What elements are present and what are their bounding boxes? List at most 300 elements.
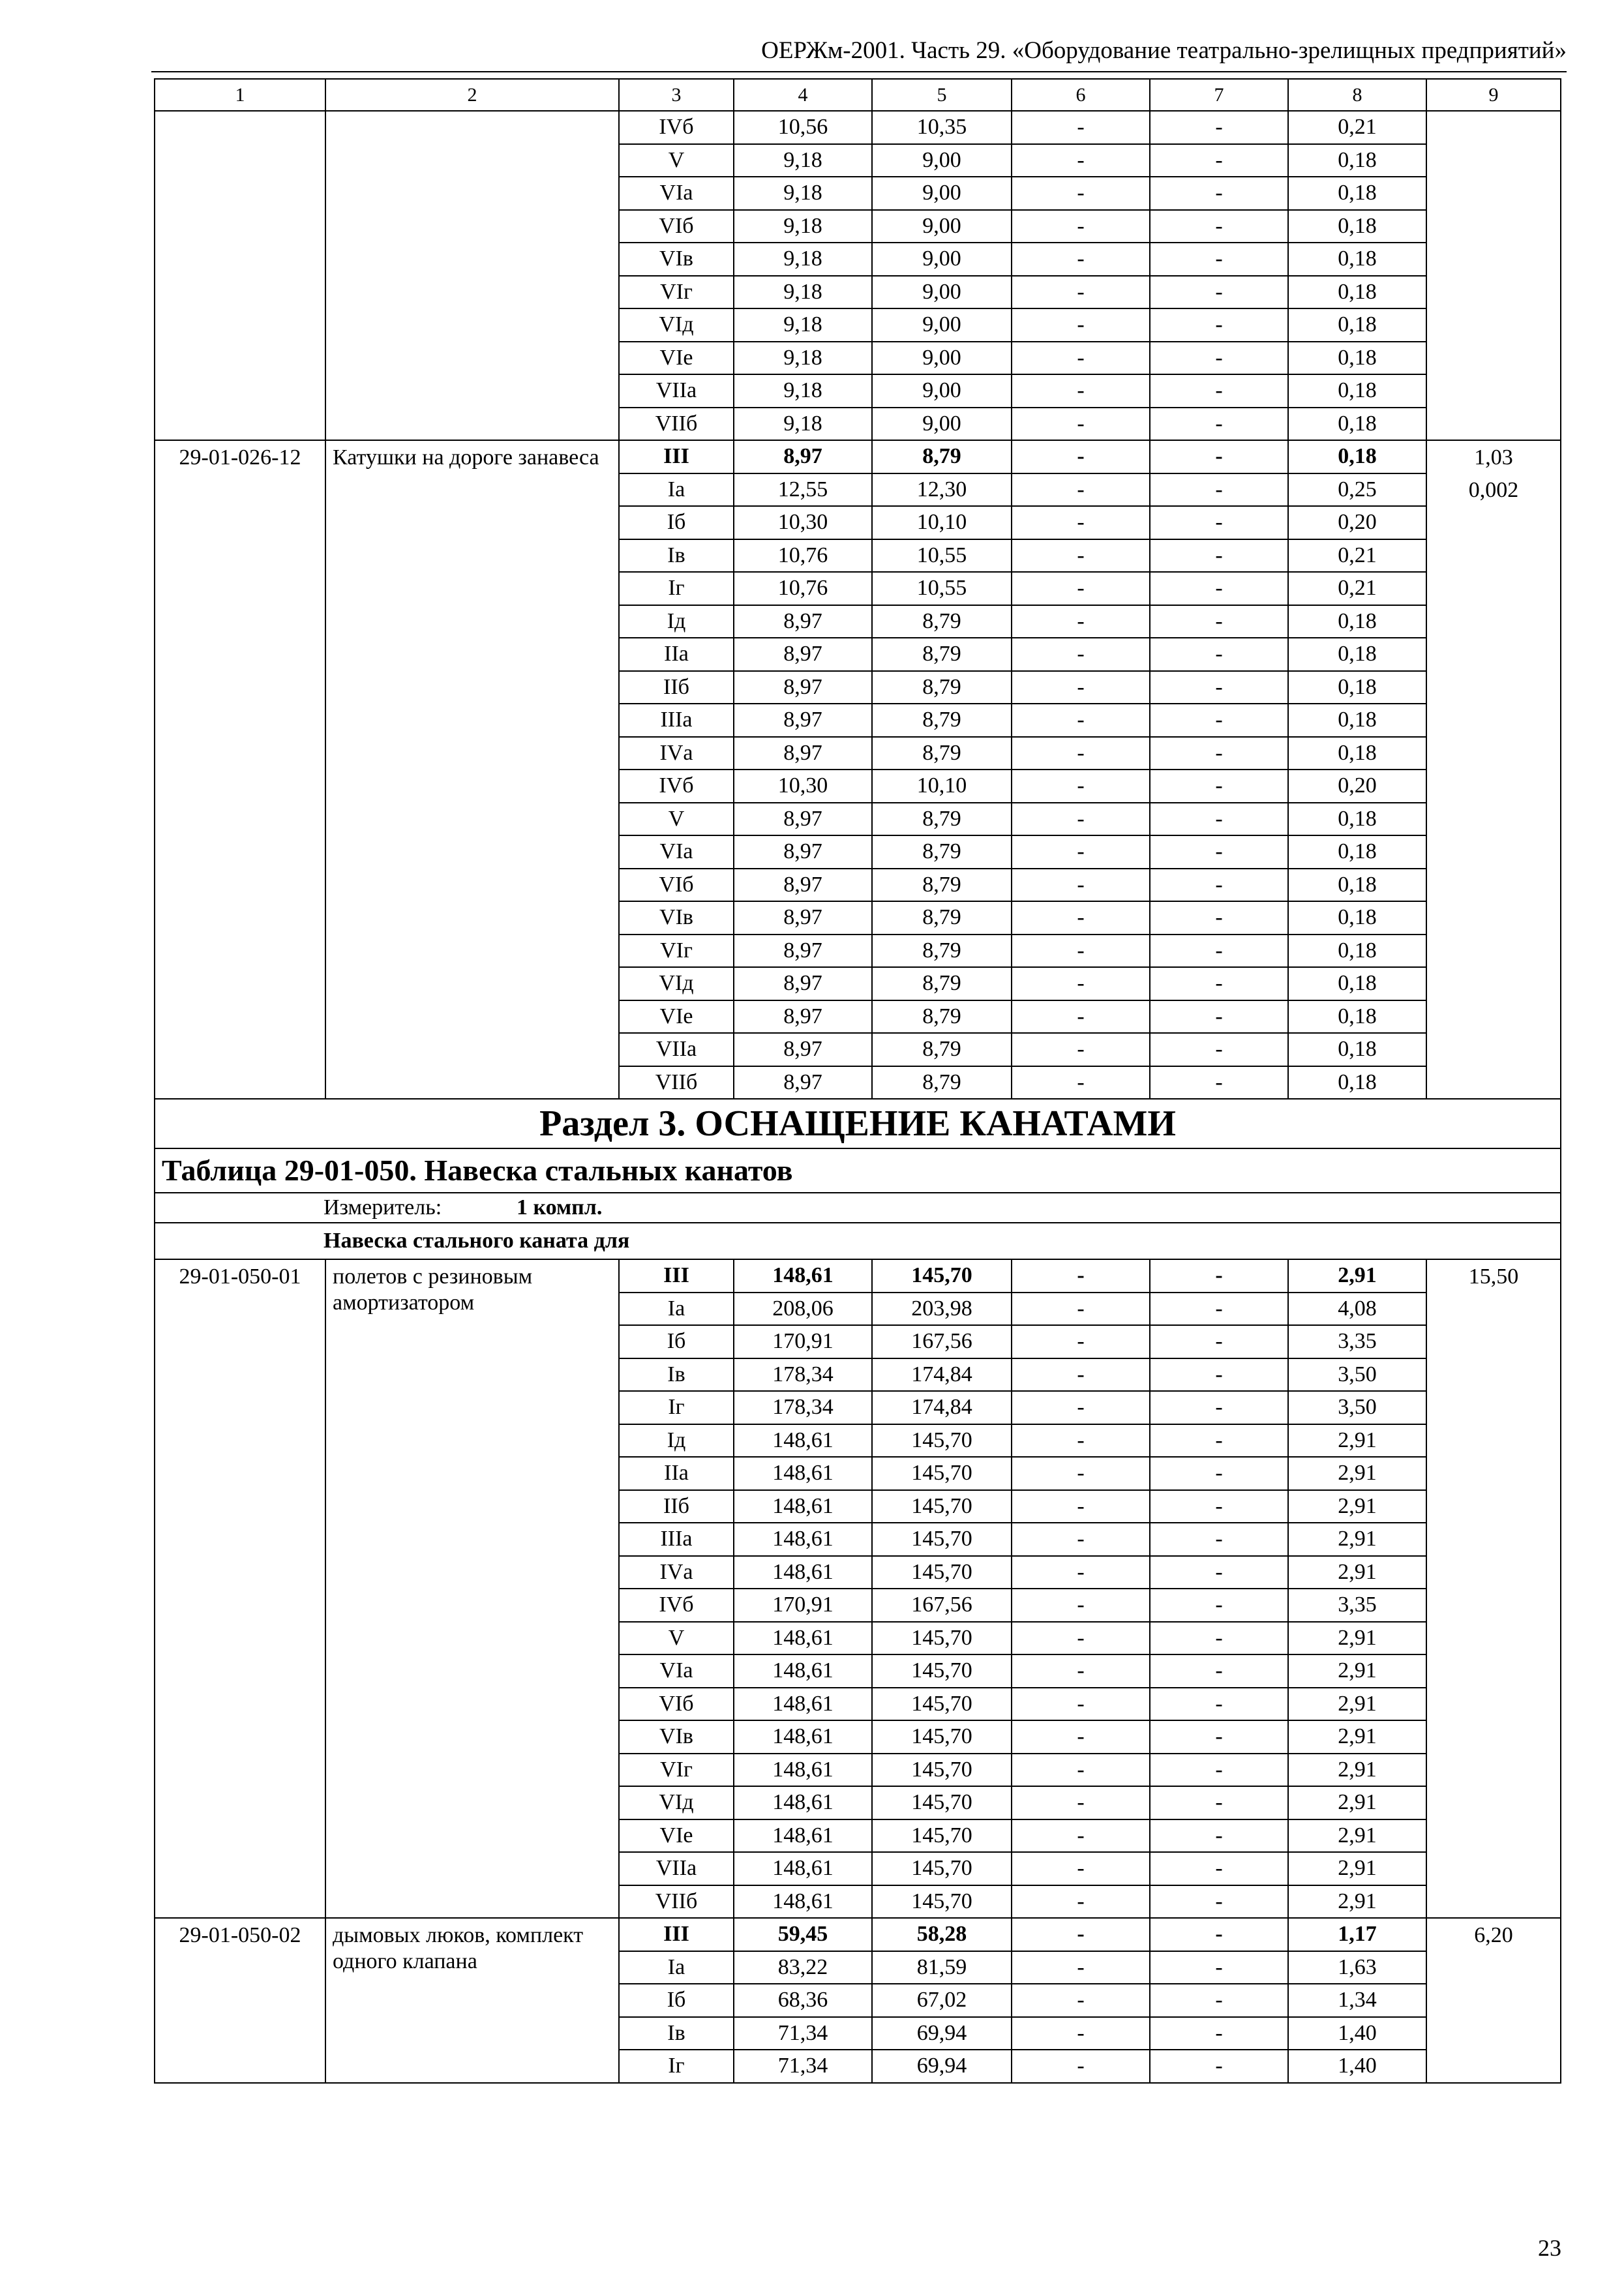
cell-col4: 8,97 bbox=[734, 967, 872, 1000]
cell-col7: - bbox=[1150, 1786, 1288, 1819]
cell-col7: - bbox=[1150, 1622, 1288, 1655]
header-rule bbox=[151, 71, 1567, 72]
measure-value: 1 компл. bbox=[517, 1195, 603, 1219]
cell-col9 bbox=[1426, 1293, 1561, 1326]
cell-col5: 10,10 bbox=[872, 770, 1012, 803]
cell-col9 bbox=[1426, 967, 1561, 1000]
cell-col9 bbox=[1426, 210, 1561, 243]
cell-col3: VIб bbox=[619, 210, 734, 243]
cell-col9 bbox=[1426, 1556, 1561, 1589]
cell-col7: - bbox=[1150, 1391, 1288, 1424]
cell-col4: 8,97 bbox=[734, 704, 872, 737]
rates-table bbox=[154, 78, 1561, 2084]
cell-col9 bbox=[1426, 2017, 1561, 2050]
cell-col4: 8,97 bbox=[734, 901, 872, 935]
cell-col3: III bbox=[619, 1918, 734, 1951]
page-header: ОЕРЖм-2001. Часть 29. «Оборудование театрально-зрелищных предприятий» bbox=[761, 37, 1567, 64]
cell-col6: - bbox=[1012, 869, 1150, 902]
cell-col4: 148,61 bbox=[734, 1523, 872, 1556]
cell-col3: Iв bbox=[619, 2017, 734, 2050]
cell-col9 bbox=[1426, 1000, 1561, 1034]
cell-col8: 0,21 bbox=[1288, 572, 1426, 605]
cell-col8: 0,18 bbox=[1288, 1000, 1426, 1034]
cell-col9 bbox=[1426, 1325, 1561, 1358]
cell-col8: 0,25 bbox=[1288, 473, 1426, 507]
cell-col3: VIIа bbox=[619, 1852, 734, 1885]
cell-col6: - bbox=[1012, 440, 1150, 473]
cell-col9 bbox=[1426, 1424, 1561, 1458]
cell-col4: 170,91 bbox=[734, 1589, 872, 1622]
cell-col6: - bbox=[1012, 1033, 1150, 1066]
cell-col6: - bbox=[1012, 1293, 1150, 1326]
cell-col5: 145,70 bbox=[872, 1786, 1012, 1819]
cell-col9: 15,50 bbox=[1426, 1259, 1561, 1293]
cell-col7: - bbox=[1150, 506, 1288, 539]
column-number: 1 bbox=[155, 79, 325, 111]
cell-col8: 0,18 bbox=[1288, 869, 1426, 902]
cell-col5: 145,70 bbox=[872, 1852, 1012, 1885]
cell-col5: 174,84 bbox=[872, 1391, 1012, 1424]
cell-col4: 9,18 bbox=[734, 374, 872, 408]
cell-col3: VIв bbox=[619, 901, 734, 935]
measure-row bbox=[155, 1193, 1561, 1223]
cell-col6: - bbox=[1012, 803, 1150, 836]
cell-col8: 0,20 bbox=[1288, 506, 1426, 539]
cell-col6: - bbox=[1012, 539, 1150, 573]
cell-col4: 148,61 bbox=[734, 1622, 872, 1655]
cell-col7: - bbox=[1150, 374, 1288, 408]
cell-col3: VIб bbox=[619, 1688, 734, 1721]
cell-col3: VIе bbox=[619, 1819, 734, 1853]
cell-col7: - bbox=[1150, 935, 1288, 968]
cell-col3: VIа bbox=[619, 177, 734, 210]
cell-col7: - bbox=[1150, 1424, 1288, 1458]
cell-col5: 9,00 bbox=[872, 210, 1012, 243]
cell-col4: 9,18 bbox=[734, 276, 872, 309]
cell-col6: - bbox=[1012, 111, 1150, 144]
cell-col3: III bbox=[619, 440, 734, 473]
cell-col3: Iд bbox=[619, 1424, 734, 1458]
cell-col3: IIб bbox=[619, 1490, 734, 1523]
cell-col4: 71,34 bbox=[734, 2017, 872, 2050]
cell-col7: - bbox=[1150, 1033, 1288, 1066]
cell-col4: 8,97 bbox=[734, 1033, 872, 1066]
cell-col4: 8,97 bbox=[734, 1000, 872, 1034]
cell-col9 bbox=[1426, 1720, 1561, 1754]
cell-col5: 174,84 bbox=[872, 1358, 1012, 1392]
cell-col3: IVб bbox=[619, 770, 734, 803]
cell-col4: 8,97 bbox=[734, 605, 872, 638]
cell-col8: 1,34 bbox=[1288, 1984, 1426, 2017]
cell-col8: 0,18 bbox=[1288, 374, 1426, 408]
cell-col9 bbox=[1426, 1951, 1561, 1984]
cell-col3: Iб bbox=[619, 1984, 734, 2017]
cell-col8: 0,18 bbox=[1288, 144, 1426, 177]
rate-code bbox=[155, 111, 325, 440]
cell-col5: 8,79 bbox=[872, 935, 1012, 968]
cell-col6: - bbox=[1012, 243, 1150, 276]
cell-col6: - bbox=[1012, 1358, 1150, 1392]
column-number: 8 bbox=[1288, 79, 1426, 111]
cell-col5: 145,70 bbox=[872, 1424, 1012, 1458]
cell-col9 bbox=[1426, 1457, 1561, 1490]
cell-col8: 0,18 bbox=[1288, 1066, 1426, 1100]
cell-col3: Iг bbox=[619, 2050, 734, 2083]
cell-col3: IIа bbox=[619, 1457, 734, 1490]
cell-col8: 0,18 bbox=[1288, 342, 1426, 375]
cell-col7: - bbox=[1150, 1490, 1288, 1523]
cell-col7: - bbox=[1150, 1720, 1288, 1754]
cell-col3: VIг bbox=[619, 1754, 734, 1787]
cell-col9 bbox=[1426, 506, 1561, 539]
cell-col4: 8,97 bbox=[734, 638, 872, 671]
cell-col5: 8,79 bbox=[872, 835, 1012, 869]
cell-col7: - bbox=[1150, 572, 1288, 605]
cell-col7: - bbox=[1150, 308, 1288, 342]
measure-label: Измеритель: bbox=[323, 1195, 442, 1219]
cell-col3: VIа bbox=[619, 835, 734, 869]
cell-col5: 10,35 bbox=[872, 111, 1012, 144]
cell-col5: 8,79 bbox=[872, 704, 1012, 737]
cell-col8: 2,91 bbox=[1288, 1720, 1426, 1754]
cell-col7: - bbox=[1150, 1754, 1288, 1787]
cell-col4: 10,76 bbox=[734, 572, 872, 605]
cell-col4: 148,61 bbox=[734, 1819, 872, 1853]
cell-col3: VIIб bbox=[619, 408, 734, 441]
cell-col5: 8,79 bbox=[872, 638, 1012, 671]
cell-col5: 8,79 bbox=[872, 605, 1012, 638]
cell-col3: VIб bbox=[619, 869, 734, 902]
cell-col3: IIа bbox=[619, 638, 734, 671]
cell-col5: 9,00 bbox=[872, 144, 1012, 177]
cell-col9 bbox=[1426, 869, 1561, 902]
cell-col9 bbox=[1426, 408, 1561, 441]
rate-code: 29-01-050-02 bbox=[155, 1918, 325, 2083]
column-number: 6 bbox=[1012, 79, 1150, 111]
cell-col9 bbox=[1426, 276, 1561, 309]
cell-col3: VIа bbox=[619, 1654, 734, 1688]
cell-col9 bbox=[1426, 1066, 1561, 1100]
measure-cell bbox=[155, 1193, 1561, 1223]
cell-col4: 178,34 bbox=[734, 1391, 872, 1424]
cell-col4: 10,30 bbox=[734, 770, 872, 803]
cell-col5: 8,79 bbox=[872, 869, 1012, 902]
cell-col4: 148,61 bbox=[734, 1754, 872, 1787]
cell-col9 bbox=[1426, 1358, 1561, 1392]
cell-col7: - bbox=[1150, 473, 1288, 507]
cell-col5: 81,59 bbox=[872, 1951, 1012, 1984]
cell-col3: III bbox=[619, 1259, 734, 1293]
column-number: 3 bbox=[619, 79, 734, 111]
cell-col5: 67,02 bbox=[872, 1984, 1012, 2017]
cell-col8: 3,35 bbox=[1288, 1589, 1426, 1622]
cell-col6: - bbox=[1012, 572, 1150, 605]
cell-col7: - bbox=[1150, 210, 1288, 243]
cell-col7: - bbox=[1150, 1951, 1288, 1984]
cell-col5: 8,79 bbox=[872, 1066, 1012, 1100]
cell-col3: IVа bbox=[619, 1556, 734, 1589]
cell-col3: VIв bbox=[619, 243, 734, 276]
cell-col4: 9,18 bbox=[734, 210, 872, 243]
cell-col7: - bbox=[1150, 1918, 1288, 1951]
cell-col4: 148,61 bbox=[734, 1688, 872, 1721]
cell-col5: 9,00 bbox=[872, 408, 1012, 441]
cell-col3: IVб bbox=[619, 1589, 734, 1622]
cell-col8: 0,18 bbox=[1288, 704, 1426, 737]
cell-col4: 148,61 bbox=[734, 1556, 872, 1589]
cell-col8: 0,18 bbox=[1288, 440, 1426, 473]
subheading-cell bbox=[155, 1223, 1561, 1259]
cell-col8: 2,91 bbox=[1288, 1688, 1426, 1721]
cell-col6: - bbox=[1012, 1424, 1150, 1458]
work-description: Катушки на дороге занавеса bbox=[325, 440, 619, 1099]
cell-col9 bbox=[1426, 803, 1561, 836]
cell-col6: - bbox=[1012, 1622, 1150, 1655]
cell-col6: - bbox=[1012, 901, 1150, 935]
table-row bbox=[155, 440, 1561, 473]
cell-col3: V bbox=[619, 144, 734, 177]
cell-col3: V bbox=[619, 1622, 734, 1655]
cell-col7: - bbox=[1150, 1556, 1288, 1589]
cell-col7: - bbox=[1150, 144, 1288, 177]
cell-col7: - bbox=[1150, 1589, 1288, 1622]
cell-col6: - bbox=[1012, 671, 1150, 704]
cell-col6: - bbox=[1012, 1490, 1150, 1523]
cell-col8: 3,35 bbox=[1288, 1325, 1426, 1358]
cell-col4: 59,45 bbox=[734, 1918, 872, 1951]
cell-col4: 8,97 bbox=[734, 737, 872, 770]
table-row bbox=[155, 1259, 1561, 1293]
cell-col6: - bbox=[1012, 276, 1150, 309]
cell-col5: 145,70 bbox=[872, 1523, 1012, 1556]
work-description bbox=[325, 111, 619, 440]
cell-col9 bbox=[1426, 770, 1561, 803]
cell-col9 bbox=[1426, 1622, 1561, 1655]
subheading-row bbox=[155, 1223, 1561, 1259]
cell-col4: 208,06 bbox=[734, 1293, 872, 1326]
cell-col4: 8,97 bbox=[734, 835, 872, 869]
cell-col8: 2,91 bbox=[1288, 1885, 1426, 1919]
cell-col5: 69,94 bbox=[872, 2017, 1012, 2050]
cell-col8: 2,91 bbox=[1288, 1622, 1426, 1655]
cell-col9 bbox=[1426, 572, 1561, 605]
cell-col8: 0,18 bbox=[1288, 243, 1426, 276]
cell-col7: - bbox=[1150, 1984, 1288, 2017]
cell-col3: Iв bbox=[619, 539, 734, 573]
section-title: Раздел 3. ОСНАЩЕНИЕ КАНАТАМИ bbox=[155, 1099, 1561, 1148]
cell-col6: - bbox=[1012, 1589, 1150, 1622]
cell-col4: 148,61 bbox=[734, 1457, 872, 1490]
cell-col3: VIг bbox=[619, 276, 734, 309]
cell-col9: 0,002 bbox=[1426, 473, 1561, 507]
cell-col3: Iв bbox=[619, 1358, 734, 1392]
cell-col4: 8,97 bbox=[734, 440, 872, 473]
cell-col8: 0,18 bbox=[1288, 1033, 1426, 1066]
cell-col8: 2,91 bbox=[1288, 1490, 1426, 1523]
cell-col6: - bbox=[1012, 342, 1150, 375]
cell-col8: 2,91 bbox=[1288, 1523, 1426, 1556]
cell-col3: Iа bbox=[619, 1293, 734, 1326]
cell-col7: - bbox=[1150, 704, 1288, 737]
cell-col4: 12,55 bbox=[734, 473, 872, 507]
cell-col7: - bbox=[1150, 1457, 1288, 1490]
cell-col3: Iг bbox=[619, 1391, 734, 1424]
cell-col5: 145,70 bbox=[872, 1622, 1012, 1655]
cell-col5: 145,70 bbox=[872, 1259, 1012, 1293]
cell-col6: - bbox=[1012, 1259, 1150, 1293]
cell-col5: 69,94 bbox=[872, 2050, 1012, 2083]
cell-col3: VIд bbox=[619, 308, 734, 342]
cell-col6: - bbox=[1012, 473, 1150, 507]
cell-col9 bbox=[1426, 935, 1561, 968]
cell-col5: 145,70 bbox=[872, 1654, 1012, 1688]
cell-col3: VIг bbox=[619, 935, 734, 968]
cell-col8: 0,18 bbox=[1288, 177, 1426, 210]
cell-col6: - bbox=[1012, 144, 1150, 177]
table-title: Таблица 29-01-050. Навеска стальных канатов bbox=[155, 1148, 1561, 1193]
section-row bbox=[155, 1099, 1561, 1148]
cell-col8: 2,91 bbox=[1288, 1786, 1426, 1819]
cell-col4: 148,61 bbox=[734, 1720, 872, 1754]
cell-col4: 8,97 bbox=[734, 803, 872, 836]
cell-col7: - bbox=[1150, 1000, 1288, 1034]
cell-col5: 145,70 bbox=[872, 1490, 1012, 1523]
cell-col3: Iб bbox=[619, 506, 734, 539]
cell-col6: - bbox=[1012, 1852, 1150, 1885]
cell-col8: 2,91 bbox=[1288, 1259, 1426, 1293]
cell-col9 bbox=[1426, 605, 1561, 638]
cell-col7: - bbox=[1150, 1259, 1288, 1293]
cell-col8: 3,50 bbox=[1288, 1391, 1426, 1424]
cell-col6: - bbox=[1012, 704, 1150, 737]
cell-col5: 10,55 bbox=[872, 572, 1012, 605]
table-row bbox=[155, 1918, 1561, 1951]
cell-col8: 0,18 bbox=[1288, 935, 1426, 968]
cell-col6: - bbox=[1012, 1918, 1150, 1951]
cell-col4: 148,61 bbox=[734, 1490, 872, 1523]
cell-col6: - bbox=[1012, 1391, 1150, 1424]
cell-col6: - bbox=[1012, 967, 1150, 1000]
cell-col6: - bbox=[1012, 1556, 1150, 1589]
work-description: дымовых люков, комплект одного клапана bbox=[325, 1918, 619, 2083]
cell-col5: 145,70 bbox=[872, 1556, 1012, 1589]
cell-col8: 2,91 bbox=[1288, 1424, 1426, 1458]
cell-col6: - bbox=[1012, 1066, 1150, 1100]
cell-col8: 0,21 bbox=[1288, 111, 1426, 144]
cell-col7: - bbox=[1150, 539, 1288, 573]
cell-col4: 9,18 bbox=[734, 177, 872, 210]
cell-col3: IIб bbox=[619, 671, 734, 704]
cell-col4: 170,91 bbox=[734, 1325, 872, 1358]
column-number: 2 bbox=[325, 79, 619, 111]
cell-col5: 9,00 bbox=[872, 276, 1012, 309]
cell-col5: 145,70 bbox=[872, 1457, 1012, 1490]
cell-col9: 6,20 bbox=[1426, 1918, 1561, 1951]
cell-col7: - bbox=[1150, 1358, 1288, 1392]
cell-col7: - bbox=[1150, 1885, 1288, 1919]
cell-col9 bbox=[1426, 2050, 1561, 2083]
cell-col9 bbox=[1426, 1984, 1561, 2017]
cell-col4: 9,18 bbox=[734, 408, 872, 441]
cell-col6: - bbox=[1012, 2017, 1150, 2050]
cell-col8: 0,18 bbox=[1288, 901, 1426, 935]
cell-col5: 10,10 bbox=[872, 506, 1012, 539]
cell-col7: - bbox=[1150, 1819, 1288, 1853]
cell-col5: 8,79 bbox=[872, 737, 1012, 770]
cell-col4: 9,18 bbox=[734, 308, 872, 342]
cell-col6: - bbox=[1012, 1688, 1150, 1721]
cell-col5: 8,79 bbox=[872, 1033, 1012, 1066]
table-title-row bbox=[155, 1148, 1561, 1193]
cell-col8: 1,17 bbox=[1288, 1918, 1426, 1951]
cell-col8: 0,18 bbox=[1288, 967, 1426, 1000]
cell-col9 bbox=[1426, 177, 1561, 210]
cell-col7: - bbox=[1150, 638, 1288, 671]
cell-col9: 1,03 bbox=[1426, 440, 1561, 473]
cell-col4: 8,97 bbox=[734, 935, 872, 968]
cell-col5: 145,70 bbox=[872, 1720, 1012, 1754]
cell-col3: Iд bbox=[619, 605, 734, 638]
cell-col7: - bbox=[1150, 605, 1288, 638]
cell-col8: 4,08 bbox=[1288, 1293, 1426, 1326]
cell-col4: 148,61 bbox=[734, 1852, 872, 1885]
cell-col7: - bbox=[1150, 342, 1288, 375]
cell-col9 bbox=[1426, 737, 1561, 770]
cell-col6: - bbox=[1012, 1754, 1150, 1787]
table-row bbox=[155, 111, 1561, 144]
cell-col8: 0,18 bbox=[1288, 308, 1426, 342]
cell-col4: 8,97 bbox=[734, 671, 872, 704]
cell-col8: 0,18 bbox=[1288, 803, 1426, 836]
cell-col6: - bbox=[1012, 1457, 1150, 1490]
cell-col7: - bbox=[1150, 1325, 1288, 1358]
cell-col8: 0,18 bbox=[1288, 638, 1426, 671]
cell-col5: 8,79 bbox=[872, 671, 1012, 704]
cell-col6: - bbox=[1012, 210, 1150, 243]
cell-col5: 8,79 bbox=[872, 901, 1012, 935]
work-description: полетов с резиновым амортизатором bbox=[325, 1259, 619, 1918]
cell-col9 bbox=[1426, 539, 1561, 573]
cell-col6: - bbox=[1012, 408, 1150, 441]
cell-col4: 83,22 bbox=[734, 1951, 872, 1984]
cell-col5: 9,00 bbox=[872, 243, 1012, 276]
cell-col6: - bbox=[1012, 1654, 1150, 1688]
cell-col6: - bbox=[1012, 1523, 1150, 1556]
cell-col5: 145,70 bbox=[872, 1688, 1012, 1721]
cell-col4: 9,18 bbox=[734, 144, 872, 177]
cell-col4: 148,61 bbox=[734, 1259, 872, 1293]
cell-col7: - bbox=[1150, 901, 1288, 935]
cell-col7: - bbox=[1150, 177, 1288, 210]
column-number: 7 bbox=[1150, 79, 1288, 111]
cell-col4: 8,97 bbox=[734, 869, 872, 902]
cell-col6: - bbox=[1012, 1720, 1150, 1754]
column-number: 9 bbox=[1426, 79, 1561, 111]
cell-col8: 0,18 bbox=[1288, 835, 1426, 869]
cell-col7: - bbox=[1150, 1066, 1288, 1100]
cell-col3: VIв bbox=[619, 1720, 734, 1754]
column-number: 5 bbox=[872, 79, 1012, 111]
cell-col3: Iа bbox=[619, 473, 734, 507]
cell-col7: - bbox=[1150, 2017, 1288, 2050]
cell-col4: 148,61 bbox=[734, 1654, 872, 1688]
cell-col5: 8,79 bbox=[872, 967, 1012, 1000]
cell-col8: 2,91 bbox=[1288, 1654, 1426, 1688]
cell-col4: 10,56 bbox=[734, 111, 872, 144]
cell-col3: VIе bbox=[619, 1000, 734, 1034]
cell-col6: - bbox=[1012, 374, 1150, 408]
cell-col3: VIIб bbox=[619, 1066, 734, 1100]
